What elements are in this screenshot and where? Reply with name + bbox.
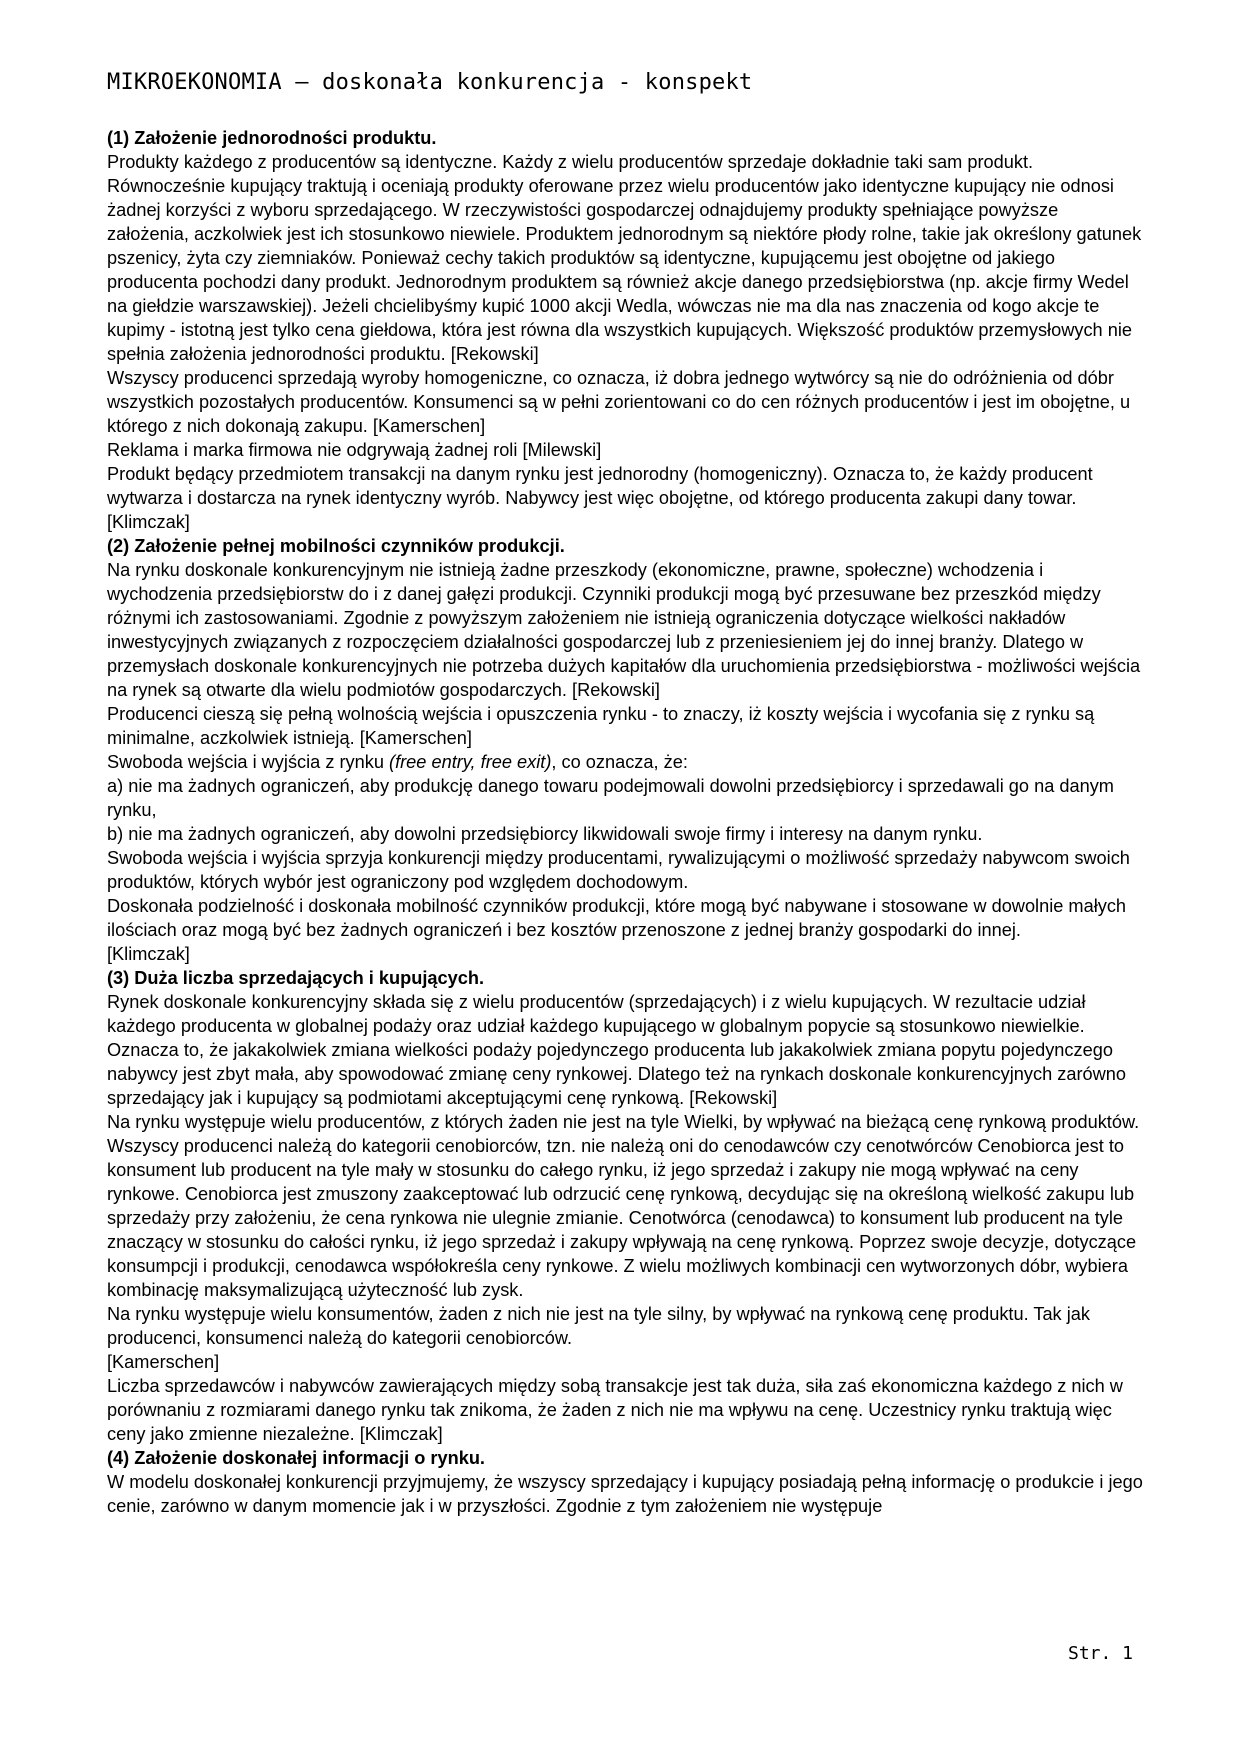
paragraph: Rynek doskonale konkurencyjny składa się z wielu producentów (sprzedających) i z wielu kupujących. W rezultacie udział każdego producenta w globalnej podaży oraz udział każdego kupującego w globalnym popycie są stosunkowo niewielkie. Oznacza to, że jakakolwiek zmiana wielkości podaży pojedynczego producenta lub jakakolwiek zmiana popytu pojedynczego nabywcy jest zbyt mała, aby spowodować zmianę ceny rynkowej. Dlatego też na rynkach doskonale konkurencyjnych zarówno sprzedający jak i kupujący są podmiotami akceptującymi cenę rynkową. [Rekowski] — [107, 992, 1127, 1108]
freedom-prefix: Swoboda wejścia i wyjścia z rynku — [107, 752, 390, 772]
citation: [Kamerschen] — [107, 1352, 220, 1372]
paragraph: Produkty każdego z producentów są identyczne. Każdy z wielu producentów sprzedaje dokładnie taki sam produkt. Równocześnie kupujący traktują i oceniają produkty oferowane przez wielu producentów jako identyczne kupujący nie odnosi żadnej korzyści z wyboru sprzedającego. W rzeczywistości gospodarczej odnajdujemy produkty spełniające powyższe założenia, aczkolwiek jest ich stosunkowo niewiele. Produktem jednorodnym są niektóre płody rolne, takie jak określony gatunek pszenicy, żyta czy ziemniaków. Ponieważ cechy takich produktów są identyczne, kupującemu jest obojętne od jakiego producenta pochodzi dany produkt. Jednorodnym produktem są również akcje danego przedsiębiorstwa (np. akcje firmy Wedel na giełdzie warszawskiej). Jeżeli chcielibyśmy kupić 1000 akcji Wedla, wówczas nie ma dla nas znaczenia od kogo akcje te kupimy - istotną jest tylko cena giełdowa, która jest równa dla wszystkich kupujących. Większość produktów przemysłowych nie spełnia założenia jednorodności produktu. [Rekowski] — [107, 152, 1142, 364]
paragraph: Na rynku występuje wielu konsumentów, żaden z nich nie jest na tyle silny, by wpływać na rynkową cenę produktu. Tak jak producenci, konsumenci należą do kategorii cenobiorców. — [107, 1304, 1090, 1348]
paragraph: Producenci cieszą się pełną wolnością wejścia i opuszczenia rynku - to znaczy, iż koszty wejścia i wycofania się z rynku są minimalne, aczkolwiek istnieją. [Kamerschen] — [107, 704, 1095, 748]
paragraph: Doskonała podzielność i doskonała mobilność czynników produkcji, które mogą być nabywane i stosowane w dowolnie małych ilościach oraz mogą być bez żadnych ograniczeń i bez kosztów przenoszone z jednej branży gospodarki do innej. — [107, 896, 1127, 940]
list-item: b) nie ma żadnych ograniczeń, aby dowolni przedsiębiorcy likwidowali swoje firmy i interesy na danym rynku. — [107, 824, 983, 844]
paragraph: Na rynku doskonale konkurencyjnym nie istnieją żadne przeszkody (ekonomiczne, prawne, społeczne) wchodzenia i wychodzenia przedsiębiorstw do i z danej gałęzi produkcji. Czynniki produkcji mogą być przesuwane bez przeszkód między różnymi ich zastosowaniami. Zgodnie z powyższym założeniem nie istnieją ograniczenia dotyczące wielkości nakładów inwestycyjnych związanych z rozpoczęciem działalności gospodarczej lub z przeniesieniem jej do innej branży. Dlatego w przemysłach doskonale konkurencyjnych nie potrzeba dużych kapitałów dla uruchomienia przedsiębiorstwa - możliwości wejścia na rynek są otwarte dla wielu podmiotów gospodarczych. [Rekowski] — [107, 560, 1141, 700]
paragraph: Na rynku występuje wielu producentów, z których żaden nie jest na tyle Wielki, by wpływać na bieżącą cenę rynkową produktów. Wszyscy producenci należą do kategorii cenobiorców, tzn. nie należą oni do cenodawców czy cenotwórców Cenobiorca jest to konsument lub producent na tyle mały w stosunku do całego rynku, iż jego sprzedaż i zakupy nie mogą wpływać na ceny rynkowe. Cenobiorca jest zmuszony zaakceptować lub odrzucić cenę rynkową, decydując się na określoną wielkość zakupu lub sprzedaży przy założeniu, że cena rynkowa nie ulegnie zmianie. Cenotwórca (cenodawca) to konsument lub producent na tyle znaczący w stosunku do całości rynku, iż jego sprzedaż i zakupy wpływają na cenę rynkową. Poprzez swoje decyzje, dotyczące konsumpcji i produkcji, cenodawca współokreśla ceny rynkowe. Z wielu możliwych kombinacji cen wytworzonych dóbr, wybiera kombinację maksymalizującą użyteczność lub zysk. — [107, 1112, 1140, 1300]
page-title: MIKROEKONOMIA – doskonała konkurencja - konspekt — [107, 70, 753, 95]
section-heading: (4) Założenie doskonałej informacji o rynku. — [107, 1448, 485, 1468]
document-body — [107, 126, 1143, 1518]
freedom-suffix: , co oznacza, że: — [551, 752, 688, 772]
section-heading: (1) Założenie jednorodności produktu. — [107, 128, 437, 148]
section-heading: (2) Założenie pełnej mobilności czynników produkcji. — [107, 536, 565, 556]
freedom-term: (free entry, free exit) — [389, 752, 552, 772]
citation: [Klimczak] — [107, 944, 190, 964]
paragraph: Swoboda wejścia i wyjścia sprzyja konkurencji między producentami, rywalizującymi o możliwość sprzedaży nabywcom swoich produktów, których wybór jest ograniczony pod względem dochodowym. — [107, 848, 1130, 892]
paragraph: Reklama i marka firmowa nie odgrywają żadnej roli [Milewski] — [107, 440, 602, 460]
paragraph: W modelu doskonałej konkurencji przyjmujemy, że wszyscy sprzedający i kupujący posiadają pełną informację o produkcie i jego cenie, zarówno w danym momencie jak i w przyszłości. Zgodnie z tym założeniem nie występuje — [107, 1472, 1143, 1516]
paragraph: Liczba sprzedawców i nabywców zawierających między sobą transakcje jest tak duża, siła zaś ekonomiczna każdego z nich w porównaniu z rozmiarami danego rynku tak znikoma, że żaden z nich nie ma wpływu na cenę. Uczestnicy rynku traktują więc ceny jako zmienne niezależne. [Klimczak] — [107, 1376, 1123, 1444]
list-item: a) nie ma żadnych ograniczeń, aby produkcję danego towaru podejmowali dowolni przedsiębiorcy i sprzedawali go na danym rynku, — [107, 776, 1114, 820]
freedom-paragraph — [107, 750, 1143, 774]
paragraph: Produkt będący przedmiotem transakcji na danym rynku jest jednorodny (homogeniczny). Oznacza to, że każdy producent wytwarza i dostarcza na rynek identyczny wyrób. Nabywcy jest więc obojętne, od którego producenta zakupi dany towar. [Klimczak] — [107, 464, 1093, 532]
section-heading: (3) Duża liczba sprzedających i kupujących. — [107, 968, 485, 988]
page-number: Str. 1 — [1068, 1643, 1134, 1664]
paragraph: Wszyscy producenci sprzedają wyroby homogeniczne, co oznacza, iż dobra jednego wytwórcy są nie do odróżnienia od dóbr wszystkich pozostałych producentów. Konsumenci są w pełni zorientowani co do cen różnych producentów i jest im obojętne, u którego z nich dokonają zakupu. [Kamerschen] — [107, 368, 1131, 436]
